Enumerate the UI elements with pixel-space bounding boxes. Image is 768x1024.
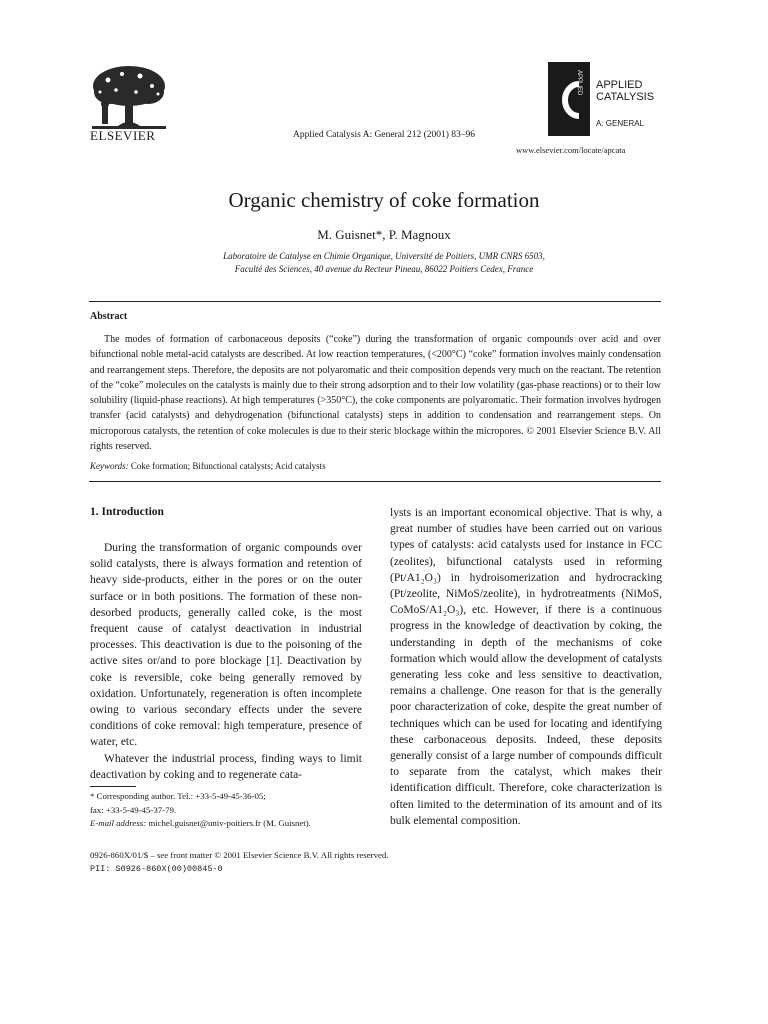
- intro-paragraph-1: During the transformation of organic compounds over solid catalysts, there is always formation and retention of heavy side-products, either in the pores or on the outer surface or in both positions. The formation of these non-desorbed products, generally called coke, is the most frequent cause of catalyst deactivation in industrial processes. This deactivation is due to the poisoning of the active sites or/and to pore blockage [1]. Deactivation by coke is reversible, coke being generally removed by oxidation. Unfortunately, regeneration is often incomplete owing to various secondary effects under the severe conditions of coke removal: high temperature, presence of water, etc.: [90, 542, 362, 749]
- abstract-heading: Abstract: [90, 311, 128, 322]
- front-matter: 0926-860X/01/$ – see front matter © 2001 Elsevier Science B.V. All rights reserved.: [90, 850, 389, 860]
- left-column: [90, 540, 362, 783]
- journal-logo: [548, 62, 660, 138]
- elsevier-tree-logo: [88, 62, 170, 134]
- right-column: [390, 505, 662, 829]
- footnote-email-line: [90, 817, 370, 831]
- bottom-rule: [89, 481, 661, 482]
- keywords-label: Keywords:: [90, 461, 129, 471]
- footnote-line2: fax: +33-5-49-45-37-79.: [90, 804, 177, 815]
- logo-line3: A: GENERAL: [596, 119, 645, 128]
- applied-catalysis-logo-icon: [548, 62, 660, 138]
- keywords-list: Coke formation; Bifunctional catalysts; Acid catalysts: [130, 461, 326, 471]
- keywords: [90, 461, 326, 471]
- article-authors: M. Guisnet*, P. Magnoux: [317, 227, 451, 242]
- copyright-meta: [90, 848, 388, 876]
- affiliation: [0, 250, 768, 276]
- footnote-rule: [90, 786, 136, 787]
- pii: PII: S0926-860X(00)00845-0: [90, 864, 223, 874]
- journal-reference: Applied Catalysis A: General 212 (2001) 83–96: [292, 130, 476, 140]
- publisher-name: ELSEVIER: [90, 128, 156, 143]
- section-heading: 1. Introduction: [90, 506, 164, 518]
- article-title: Organic chemistry of coke formation: [228, 188, 540, 212]
- footnote: [90, 790, 370, 831]
- footnote-line1: * Corresponding author. Tel.: +33-5-49-45-36-05;: [90, 791, 266, 801]
- svg-text:APPLIED: APPLIED: [576, 70, 582, 96]
- affiliation-line2: Faculté des Sciences, 40 avenue du Recteur Pineau, 86022 Poitiers Cedex, France: [234, 264, 534, 274]
- logo-line2: CATALYSIS: [596, 91, 655, 103]
- intro-paragraph-2-part2: lysts is an important economical objective. That is why, a great number of studies have been carried out on various types of catalysts: acid catalysts used for instance in FCC (zeolites), bifunctional catalysts used in reforming (Pt/A1₂O₃) in hydroisomerization and hydrocracking (Pt/zeolite, NiMoS/zeolite), in hydrotreatments (NiMoS, CoMoS/A1₂O₃), etc. However, if there is a continuous progress in the knowledge of deactivation by coking, the understanding in depth of the mechanisms of coke formation which would allow the development of catalysts generating less coke and less sensitive to deactivation, remains a challenge. One reason for that is the generally poor characterization of coke, despite the great number of techniques which can be used for locating and identifying these carbonaceous deposits. Indeed, these deposits generally consist of a large number of compounds difficult to separate from the catalyst, which makes their identification difficult. Therefore, coke characterization is often limited to the determination of its amount and of its bulk elemental composition.: [390, 507, 662, 827]
- top-rule: [89, 301, 661, 302]
- intro-paragraph-2-part1: Whatever the industrial process, finding ways to limit deactivation by coking and to regenerate cata-: [90, 752, 362, 781]
- logo-line1: APPLIED: [596, 79, 643, 91]
- abstract-body: The modes of formation of carbonaceous deposits (“coke”) during the transformation of organic compounds over acid and over bifunctional noble metal-acid catalysts are described. At low reaction temperatures, (<200°C) “coke” formation involves mainly condensation and rearrangement steps. Therefore, the deposits are not polyaromatic and their composition depends very much on the reactant. The retention of the “coke” molecules on the catalysts is mainly due to their strong adsorption and to their low volatility (gas-phase reactions) or to their low solubility (liquid-phase reactions). At high temperatures (>350°C), the coke components are polyaromatic. Their formation involves hydrogen transfer (acid catalysts) and dehydrogenation (bifunctional catalysts) steps in addition to condensation and rearrangement steps. On microporous catalysts, the retention of coke molecules is due to their steric blockage within the micropores. © 2001 Elsevier Science B.V. All rights reserved.: [90, 334, 661, 453]
- journal-url[interactable]: www.elsevier.com/locate/apcata: [516, 145, 626, 155]
- affiliation-line1: Laboratoire de Catalyse en Chimie Organique, Université de Poitiers, UMR CNRS 6503,: [223, 251, 545, 261]
- email-label: E-mail address:: [90, 818, 147, 828]
- email-address[interactable]: michel.guisnet@univ-poitiers.fr (M. Guisnet).: [148, 818, 311, 828]
